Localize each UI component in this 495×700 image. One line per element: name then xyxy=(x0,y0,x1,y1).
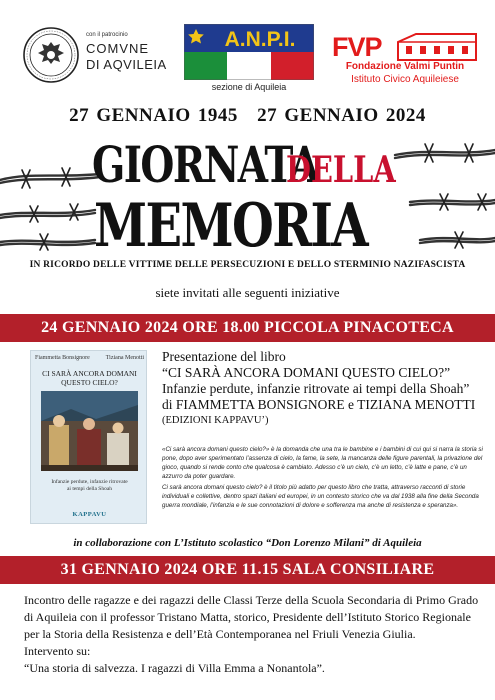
event1-line1: Presentazione del libro xyxy=(162,349,286,364)
anpi-logo xyxy=(184,24,314,94)
blurb-paragraph-2: Ci sarà ancora domani questo cielo? è il titolo più adatto per questo libro che tratta, attraverso racconti di storie individuali e collettive, dentro spazi italiani ed europei, in un contesto storico che va dal 1938 alla fine della Seconda guerra mondiale, l’infanzia e le sue connotazioni di dolore e sofferenza ma anche di resistenza e speranza». xyxy=(162,483,479,509)
book-author-1: Fiammetta Bonsignore xyxy=(35,355,90,361)
book-subtitle xyxy=(35,479,144,493)
title-subtitle: IN RICORDO DELLE VITTIME DELLE PERSECUZIONI E DELLO STERMINIO NAZIFASCISTA xyxy=(29,260,466,270)
header-logos xyxy=(0,0,495,98)
anpi-flag-icon xyxy=(184,24,314,80)
book-title-line1: CI SARÀ ANCORA DOMANI xyxy=(42,369,137,378)
fvp-building-icon xyxy=(396,30,478,62)
patrocinio-label: con il patrocinio xyxy=(86,32,128,38)
book-cover xyxy=(30,350,147,524)
book-publisher: KAPPAVU xyxy=(72,511,107,518)
event2-talk-title: “Una storia di salvezza. I ragazzi di Villa Emma a Nonantola”. xyxy=(24,661,325,676)
book-title xyxy=(33,369,146,387)
title-della: DELLA xyxy=(286,149,396,191)
event2-text: Incontro delle ragazze e dei ragazzi delle Classi Terze della Scuola Secondaria di Primo Grado di Aquileia con il professor Tristano Matta, storico, Presidente dell’Istituto Storico Regionale per la Storia della Resistenza e dell’Età Contemporanea nel Friuli Venezia Giulia. xyxy=(24,593,479,642)
event1-authors: di FIAMMETTA BONSIGNORE e TIZIANA MENOTTI xyxy=(162,396,476,412)
title-giornata: GIORNATA xyxy=(92,135,319,194)
event1-publisher: (EDIZIONI KAPPAVU’) xyxy=(162,414,269,426)
event1-blurb xyxy=(162,446,487,513)
event1-banner: 24 GENNAIO 2024 ORE 18.00 PICCOLA PINACOTECA xyxy=(0,314,495,342)
event2-banner: 31 GENNAIO 2024 ORE 11.15 SALA CONSILIARE xyxy=(0,556,495,584)
fvp-letters: FVP xyxy=(332,32,382,62)
date-2024: 27 GENNAIO 2024 xyxy=(257,105,426,126)
title-memoria: MEMORIA xyxy=(94,191,368,261)
book-subtitle-line1: Infanzie perdute, infanzie ritrovate xyxy=(51,479,128,485)
event1-book-title: “CI SARÀ ANCORA DOMANI QUESTO CIELO?” xyxy=(162,364,451,380)
event2-intervento: Intervento su: xyxy=(24,644,91,659)
comune-aquileia-logo xyxy=(22,26,172,86)
book-subtitle-line2: ai tempi della Shoah xyxy=(66,486,113,493)
book-painting-icon xyxy=(41,391,138,471)
book-author-2: Tiziana Menotti xyxy=(105,355,144,361)
collaboration-line: in collaborazione con L’Istituto scolastico “Don Lorenzo Milani” di Aquileia xyxy=(73,537,422,549)
event1-book-subtitle: Infanzie perdute, infanzie ritrovate ai tempi della Shoah” xyxy=(162,380,470,396)
date-1945: 27 GENNAIO 1945 xyxy=(69,105,238,126)
anpi-name: A.N.P.I. xyxy=(224,28,296,51)
commemoration-dates xyxy=(0,105,495,127)
invite-line: siete invitati alle seguenti iniziative xyxy=(155,285,340,300)
fvp-name: Fondazione Valmi Puntin xyxy=(345,61,465,72)
event1-presentation xyxy=(162,349,487,429)
event2-description xyxy=(24,592,484,677)
blurb-paragraph-1: «Ci sarà ancora domani questo cielo?» è la domanda che una tra le bambine e i bambini di cui qui si narra la storia si pone, dopo aver sperimentato l’assenza di cielo, la fame, la sete, la mancanza delle figure parentali, la privazione del gioco, quando si rende conto che qualcosa è cambiato. Adesso c’è un cielo, c’è un letto, c’è latte e pane, c’è un azzurro da poter guardare. xyxy=(162,446,483,480)
book-authors xyxy=(35,355,144,361)
aquileia-seal-icon xyxy=(22,26,80,84)
anpi-section: sezione di Aquileia xyxy=(211,82,287,92)
comune-name: COMVNE xyxy=(86,41,150,56)
fvp-institute: Istituto Civico Aquileiese xyxy=(351,74,459,85)
fvp-logo xyxy=(330,26,480,98)
book-title-line2: QUESTO CIELO? xyxy=(61,378,118,387)
comune-place: DI AQVILEIA xyxy=(86,57,167,72)
